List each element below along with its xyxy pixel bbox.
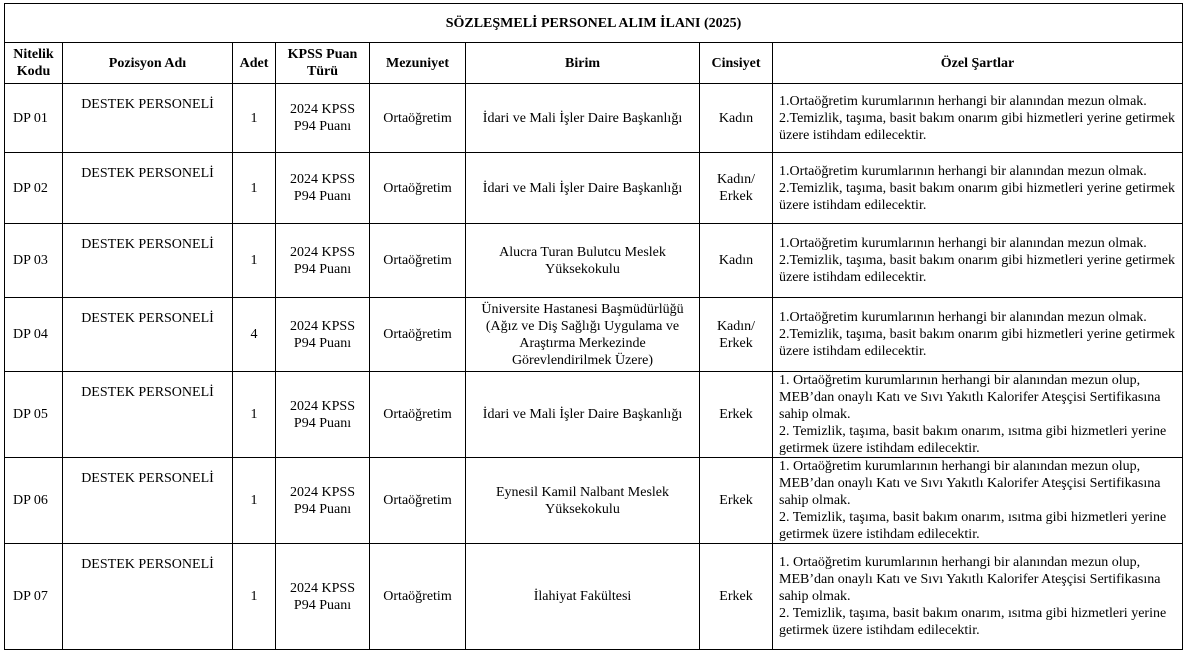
cell-kpss: 2024 KPSS P94 Puanı	[276, 84, 370, 153]
cell-cinsiyet: Kadın/ Erkek	[700, 153, 773, 224]
cell-kod: DP 03	[5, 224, 63, 298]
cell-cinsiyet: Erkek	[700, 458, 773, 544]
cell-ozel-sartlar: 1.Ortaöğretim kurumlarının herhangi bir alanından mezun olmak. 2.Temizlik, taşıma, basit bakım onarım gibi hizmetleri yerine getirmek üzere istihdam edilecektir.	[773, 298, 1183, 372]
cell-mezuniyet: Ortaöğretim	[370, 224, 466, 298]
cell-kpss: 2024 KPSS P94 Puanı	[276, 298, 370, 372]
cell-kpss: 2024 KPSS P94 Puanı	[276, 544, 370, 650]
table-row	[5, 84, 1183, 153]
cell-mezuniyet: Ortaöğretim	[370, 544, 466, 650]
cell-ozel-sartlar: 1. Ortaöğretim kurumlarının herhangi bir alanından mezun olup, MEB’dan onaylı Katı ve Sıvı Yakıtlı Kalorifer Ateşçisi Sertifikasına sahip olmak. 2. Temizlik, taşıma, basit bakım onarım, ısıtma gibi hizmetleri yerine getirmek üzere istihdam edilecektir.	[773, 544, 1183, 650]
table-row	[5, 372, 1183, 458]
cell-ozel-sartlar: 1.Ortaöğretim kurumlarının herhangi bir alanından mezun olmak. 2.Temizlik, taşıma, basit bakım onarım gibi hizmetleri yerine getirmek üzere istihdam edilecektir.	[773, 153, 1183, 224]
cell-birim: Eynesil Kamil Nalbant Meslek Yüksekokulu	[466, 458, 700, 544]
cell-kpss: 2024 KPSS P94 Puanı	[276, 372, 370, 458]
header-pozisyon: Pozisyon Adı	[63, 43, 233, 84]
cell-adet: 1	[233, 153, 276, 224]
page-title: SÖZLEŞMELİ PERSONEL ALIM İLANI (2025)	[5, 4, 1183, 43]
cell-ozel-sartlar: 1. Ortaöğretim kurumlarının herhangi bir alanından mezun olup, MEB’dan onaylı Katı ve Sıvı Yakıtlı Kalorifer Ateşçisi Sertifikasına sahip olmak. 2. Temizlik, taşıma, basit bakım onarım, ısıtma gibi hizmetleri yerine getirmek üzere istihdam edilecektir.	[773, 458, 1183, 544]
cell-pozisyon: DESTEK PERSONELİ	[63, 544, 233, 650]
cell-pozisyon: DESTEK PERSONELİ	[63, 372, 233, 458]
table-row	[5, 224, 1183, 298]
cell-mezuniyet: Ortaöğretim	[370, 372, 466, 458]
cell-kpss: 2024 KPSS P94 Puanı	[276, 458, 370, 544]
cell-mezuniyet: Ortaöğretim	[370, 84, 466, 153]
cell-kod: DP 02	[5, 153, 63, 224]
header-cinsiyet: Cinsiyet	[700, 43, 773, 84]
cell-mezuniyet: Ortaöğretim	[370, 298, 466, 372]
cell-cinsiyet: Kadın	[700, 224, 773, 298]
cell-kpss: 2024 KPSS P94 Puanı	[276, 224, 370, 298]
cell-pozisyon: DESTEK PERSONELİ	[63, 84, 233, 153]
title-row	[5, 4, 1183, 43]
cell-birim: İdari ve Mali İşler Daire Başkanlığı	[466, 153, 700, 224]
header-mezuniyet: Mezuniyet	[370, 43, 466, 84]
cell-kod: DP 04	[5, 298, 63, 372]
cell-ozel-sartlar: 1.Ortaöğretim kurumlarının herhangi bir alanından mezun olmak. 2.Temizlik, taşıma, basit bakım onarım gibi hizmetleri yerine getirmek üzere istihdam edilecektir.	[773, 224, 1183, 298]
table-row	[5, 458, 1183, 544]
table-row	[5, 153, 1183, 224]
header-kpss: KPSS Puan Türü	[276, 43, 370, 84]
cell-mezuniyet: Ortaöğretim	[370, 458, 466, 544]
cell-kod: DP 05	[5, 372, 63, 458]
cell-cinsiyet: Kadın	[700, 84, 773, 153]
header-adet: Adet	[233, 43, 276, 84]
cell-adet: 1	[233, 544, 276, 650]
cell-birim: İdari ve Mali İşler Daire Başkanlığı	[466, 372, 700, 458]
cell-cinsiyet: Erkek	[700, 372, 773, 458]
cell-adet: 1	[233, 372, 276, 458]
table-row	[5, 544, 1183, 650]
cell-birim: Üniversite Hastanesi Başmüdürlüğü (Ağız ve Diş Sağlığı Uygulama ve Araştırma Merkezinde Görevlendirilmek Üzere)	[466, 298, 700, 372]
cell-mezuniyet: Ortaöğretim	[370, 153, 466, 224]
cell-pozisyon: DESTEK PERSONELİ	[63, 458, 233, 544]
cell-cinsiyet: Kadın/ Erkek	[700, 298, 773, 372]
header-row	[5, 43, 1183, 84]
cell-cinsiyet: Erkek	[700, 544, 773, 650]
cell-adet: 4	[233, 298, 276, 372]
cell-pozisyon: DESTEK PERSONELİ	[63, 224, 233, 298]
header-ozel: Özel Şartlar	[773, 43, 1183, 84]
header-birim: Birim	[466, 43, 700, 84]
cell-kod: DP 07	[5, 544, 63, 650]
cell-birim: İdari ve Mali İşler Daire Başkanlığı	[466, 84, 700, 153]
cell-kpss: 2024 KPSS P94 Puanı	[276, 153, 370, 224]
cell-ozel-sartlar: 1. Ortaöğretim kurumlarının herhangi bir alanından mezun olup, MEB’dan onaylı Katı ve Sıvı Yakıtlı Kalorifer Ateşçisi Sertifikasına sahip olmak. 2. Temizlik, taşıma, basit bakım onarım, ısıtma gibi hizmetleri yerine getirmek üzere istihdam edilecektir.	[773, 372, 1183, 458]
cell-adet: 1	[233, 458, 276, 544]
cell-kod: DP 06	[5, 458, 63, 544]
cell-kod: DP 01	[5, 84, 63, 153]
cell-birim: Alucra Turan Bulutcu Meslek Yüksekokulu	[466, 224, 700, 298]
cell-adet: 1	[233, 224, 276, 298]
positions-table	[4, 3, 1183, 650]
cell-adet: 1	[233, 84, 276, 153]
table-row	[5, 298, 1183, 372]
cell-pozisyon: DESTEK PERSONELİ	[63, 298, 233, 372]
cell-pozisyon: DESTEK PERSONELİ	[63, 153, 233, 224]
cell-ozel-sartlar: 1.Ortaöğretim kurumlarının herhangi bir alanından mezun olmak. 2.Temizlik, taşıma, basit bakım onarım gibi hizmetleri yerine getirmek üzere istihdam edilecektir.	[773, 84, 1183, 153]
announcement-document	[4, 3, 1182, 650]
cell-birim: İlahiyat Fakültesi	[466, 544, 700, 650]
header-kod: Nitelik Kodu	[5, 43, 63, 84]
